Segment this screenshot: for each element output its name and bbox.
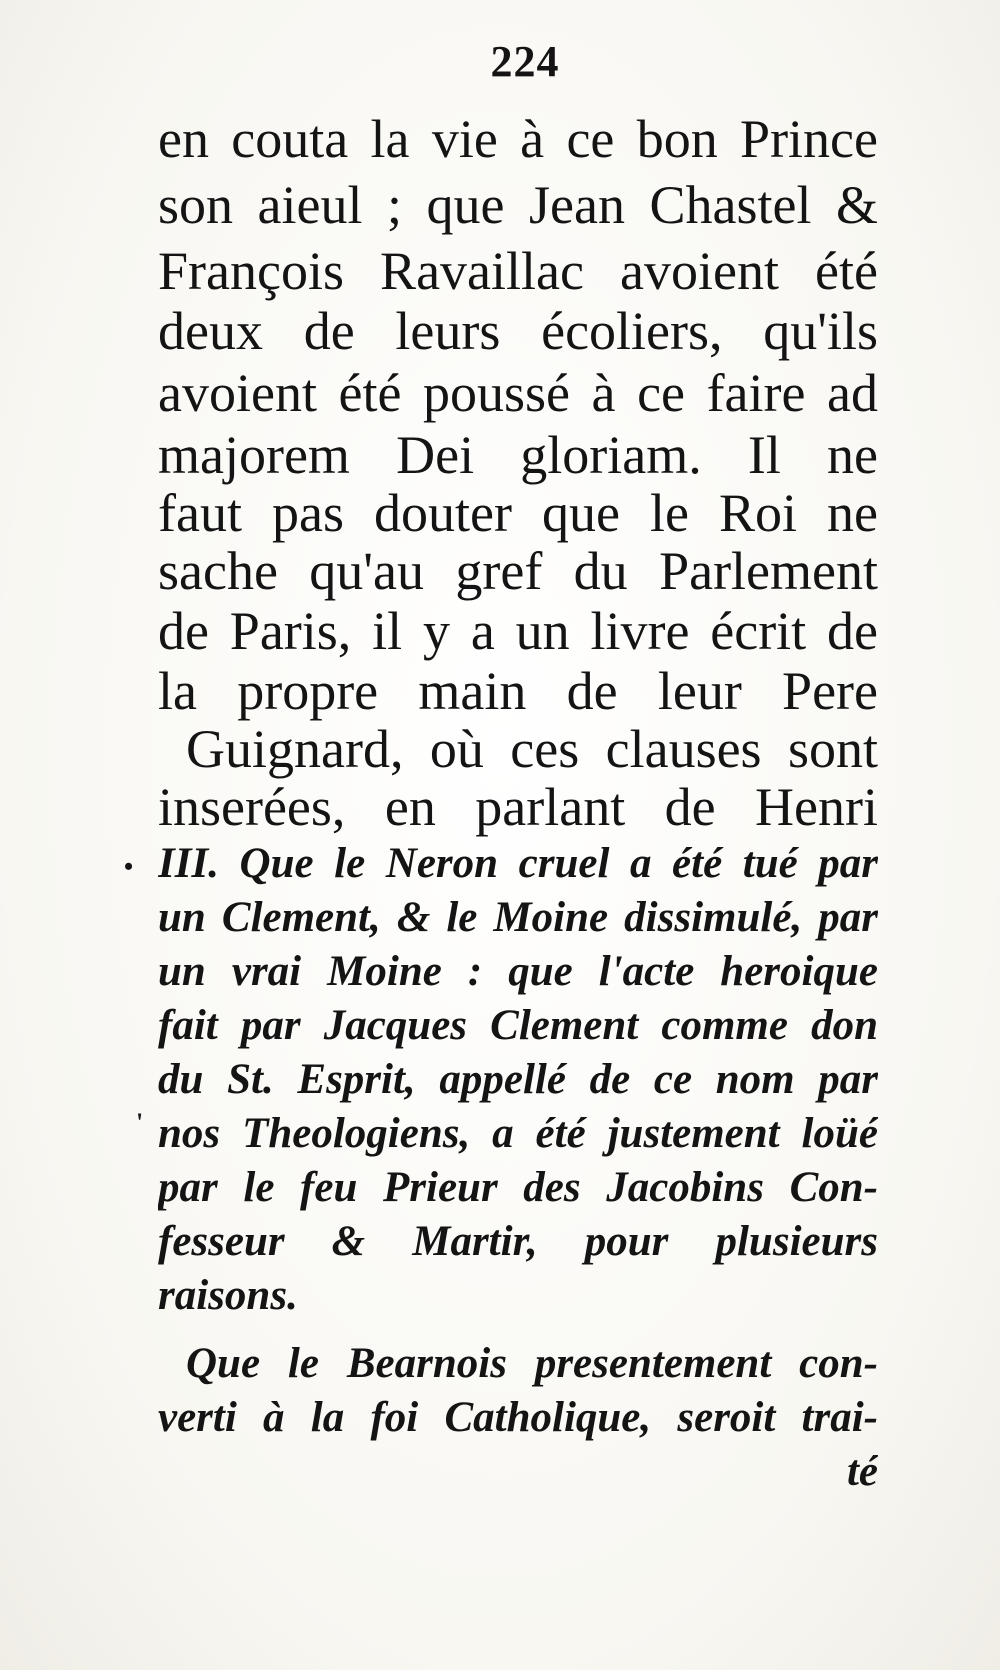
- text-line: nos Theologiens, a été justement loüé: [158, 1110, 878, 1157]
- text-line: Que le Bearnois presentement con-: [186, 1340, 878, 1387]
- text-line: III. Que le Neron cruel a été tué par: [158, 840, 878, 887]
- text-line: un Clement, & le Moine dissimulé, par: [158, 894, 878, 941]
- text-line: inserées, en parlant de Henri: [158, 777, 878, 837]
- text-line: un vrai Moine : que l'acte heroique: [158, 948, 878, 995]
- text-line: en couta la vie à ce bon Prince: [158, 109, 878, 169]
- text-line: avoient été poussé à ce faire ad: [158, 363, 878, 423]
- text-line: sache qu'au gref du Parlement: [158, 541, 878, 601]
- text-line: faut pas douter que le Roi ne: [158, 483, 878, 543]
- margin-mark: ': [136, 1108, 144, 1137]
- text-line: verti à la foi Catholique, seroit trai-: [158, 1394, 878, 1441]
- text-line: de Paris, il y a un livre écrit de: [158, 601, 878, 661]
- catchword: té: [846, 1448, 878, 1495]
- text-line: son aieul ; que Jean Chastel &: [158, 175, 878, 235]
- text-line: fesseur & Martir, pour plusieurs: [158, 1218, 878, 1265]
- text-line: François Ravaillac avoient été: [158, 241, 878, 301]
- text-line: fait par Jacques Clement comme don: [158, 1002, 878, 1049]
- text-line: la propre main de leur Pere: [158, 661, 878, 721]
- page-number: 224: [490, 37, 560, 86]
- text-line: par le feu Prieur des Jacobins Con-: [158, 1164, 878, 1211]
- text-line: majorem Dei gloriam. Il ne: [158, 425, 878, 485]
- text-line: raisons.: [158, 1272, 298, 1319]
- text-line: du St. Esprit, appellé de ce nom par: [158, 1056, 878, 1103]
- text-line: deux de leurs écoliers, qu'ils: [158, 301, 878, 361]
- margin-mark: •: [124, 852, 134, 881]
- text-line: Guignard, où ces clauses sont: [186, 719, 878, 779]
